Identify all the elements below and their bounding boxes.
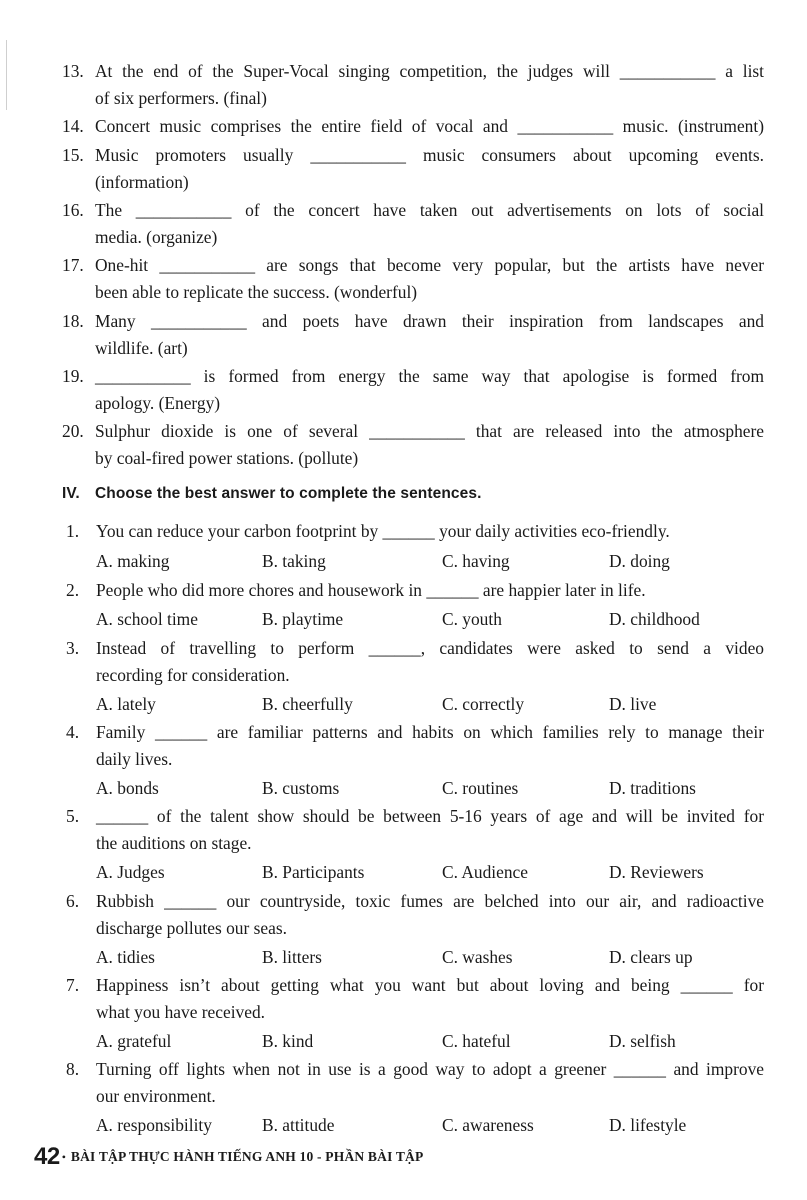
item-text: ___________ is formed from energy the same way that apologise is formed from [95,366,764,386]
item-number: 18. [62,311,84,331]
question-number: 7. [66,975,80,995]
question-text-cont: discharge pollutes our seas. [96,918,287,938]
question-text: Rubbish ______ our countryside, toxic fumes are belched into our air, and radioactive [96,891,764,911]
question-text: Turning off lights when not in use is a good way to adopt a greener ______ and improve [96,1059,764,1079]
item-number: 20. [62,421,84,441]
question-7 [62,972,764,1056]
option-a[interactable]: A. school time [96,609,198,629]
question-5 [62,803,764,887]
page-number: 42 [34,1143,60,1170]
option-d[interactable]: D. clears up [609,947,693,967]
item-number: 19. [62,366,84,386]
footer-bullet: • [61,1149,66,1164]
question-number: 1. [66,521,80,541]
question-number: 2. [66,580,80,600]
option-c[interactable]: C. correctly [442,694,525,714]
question-text-cont: our environment. [96,1086,216,1106]
option-a[interactable]: A. lately [96,694,156,714]
option-d[interactable]: D. childhood [609,609,700,629]
question-1 [62,518,764,576]
question-text-cont: what you have received. [96,1002,265,1022]
question-text-cont: recording for consideration. [96,665,290,685]
question-text: Family ______ are familiar patterns and habits on which families rely to manage their [96,722,764,742]
question-number: 3. [66,638,80,658]
question-text: Instead of travelling to perform ______, candidates were asked to send a video [96,638,764,658]
item-text: One-hit ___________ are songs that become very popular, but the artists have never [95,255,764,275]
item-text: The ___________ of the concert have taken out advertisements on lots of social [95,200,764,220]
item-number: 13. [62,61,84,81]
answer-options [96,775,764,802]
option-a[interactable]: A. grateful [96,1031,172,1051]
exercise-item-20 [62,418,764,472]
exercise-item-18 [62,308,764,362]
exercise-item-19 [62,363,764,417]
option-c[interactable]: C. awareness [442,1115,534,1135]
exercise-item-17 [62,252,764,306]
answer-options [96,606,764,633]
option-a[interactable]: A. responsibility [96,1115,212,1135]
question-text: ______ of the talent show should be between 5-16 years of age and will be invited for [96,806,764,826]
item-text-cont: wildlife. (art) [95,338,188,358]
item-number: 14. [62,116,84,136]
item-text-cont: apology. (Energy) [95,393,221,413]
option-a[interactable]: A. bonds [96,778,159,798]
option-b[interactable]: B. customs [262,778,340,798]
option-d[interactable]: D. traditions [609,778,696,798]
page-footer [34,1143,423,1175]
option-c[interactable]: C. having [442,551,510,571]
item-text: Sulphur dioxide is one of several ___________ that are released into the atmosphere [95,421,764,441]
answer-options [96,548,764,575]
item-number: 16. [62,200,84,220]
option-b[interactable]: B. attitude [262,1115,335,1135]
answer-options [96,1112,764,1139]
option-a[interactable]: A. tidies [96,947,155,967]
option-b[interactable]: B. playtime [262,609,344,629]
book-title: BÀI TẬP THỰC HÀNH TIẾNG ANH 10 - PHẦN BÀI TẬP [70,1149,424,1164]
option-b[interactable]: B. taking [262,551,326,571]
option-d[interactable]: D. live [609,694,657,714]
answer-options [96,859,764,886]
item-text-cont: media. (organize) [95,227,218,247]
option-d[interactable]: D. doing [609,551,670,571]
item-number: 15. [62,145,84,165]
question-number: 5. [66,806,80,826]
question-text-cont: daily lives. [96,749,173,769]
question-2 [62,577,764,635]
question-3 [62,635,764,719]
exercise-item-15 [62,142,764,196]
option-c[interactable]: C. youth [442,609,502,629]
option-b[interactable]: B. cheerfully [262,694,353,714]
exercise-item-14 [62,113,764,140]
item-text: Many ___________ and poets have drawn their inspiration from landscapes and [95,311,764,331]
margin-line [6,40,7,110]
option-d[interactable]: D. selfish [609,1031,676,1051]
section-title: Choose the best answer to complete the sentences. [95,485,482,502]
question-text: You can reduce your carbon footprint by ______ your daily activities eco-friendly. [96,521,670,541]
option-a[interactable]: A. making [96,551,170,571]
question-6 [62,888,764,972]
option-c[interactable]: C. Audience [442,862,528,882]
item-text: Music promoters usually ___________ music consumers about upcoming events. [95,145,764,165]
item-text-cont: of six performers. (final) [95,88,267,108]
item-text: Concert music comprises the entire field of vocal and ___________ music. (instrument) [95,116,764,136]
question-4 [62,719,764,803]
item-text-cont: (information) [95,172,189,192]
question-number: 6. [66,891,80,911]
option-c[interactable]: C. washes [442,947,513,967]
section-number: IV. [62,485,80,502]
answer-options [96,691,764,718]
option-c[interactable]: C. routines [442,778,519,798]
option-b[interactable]: B. Participants [262,862,365,882]
option-b[interactable]: B. litters [262,947,322,967]
item-text-cont: been able to replicate the success. (wonderful) [95,282,418,302]
option-b[interactable]: B. kind [262,1031,314,1051]
question-number: 8. [66,1059,80,1079]
item-text: At the end of the Super-Vocal singing competition, the judges will ___________ a list [95,61,764,81]
option-c[interactable]: C. hateful [442,1031,511,1051]
answer-options [96,944,764,971]
question-text-cont: the auditions on stage. [96,833,252,853]
answer-options [96,1028,764,1055]
exercise-item-16 [62,197,764,251]
section-heading [62,485,481,503]
item-number: 17. [62,255,84,275]
item-text-cont: by coal-fired power stations. (pollute) [95,448,359,468]
option-d[interactable]: D. Reviewers [609,862,704,882]
option-a[interactable]: A. Judges [96,862,165,882]
question-8 [62,1056,764,1140]
question-number: 4. [66,722,80,742]
question-text: People who did more chores and housework in ______ are happier later in life. [96,580,646,600]
exercise-item-13 [62,58,764,112]
question-text: Happiness isn’t about getting what you want but about loving and being ______ for [96,975,764,995]
option-d[interactable]: D. lifestyle [609,1115,687,1135]
